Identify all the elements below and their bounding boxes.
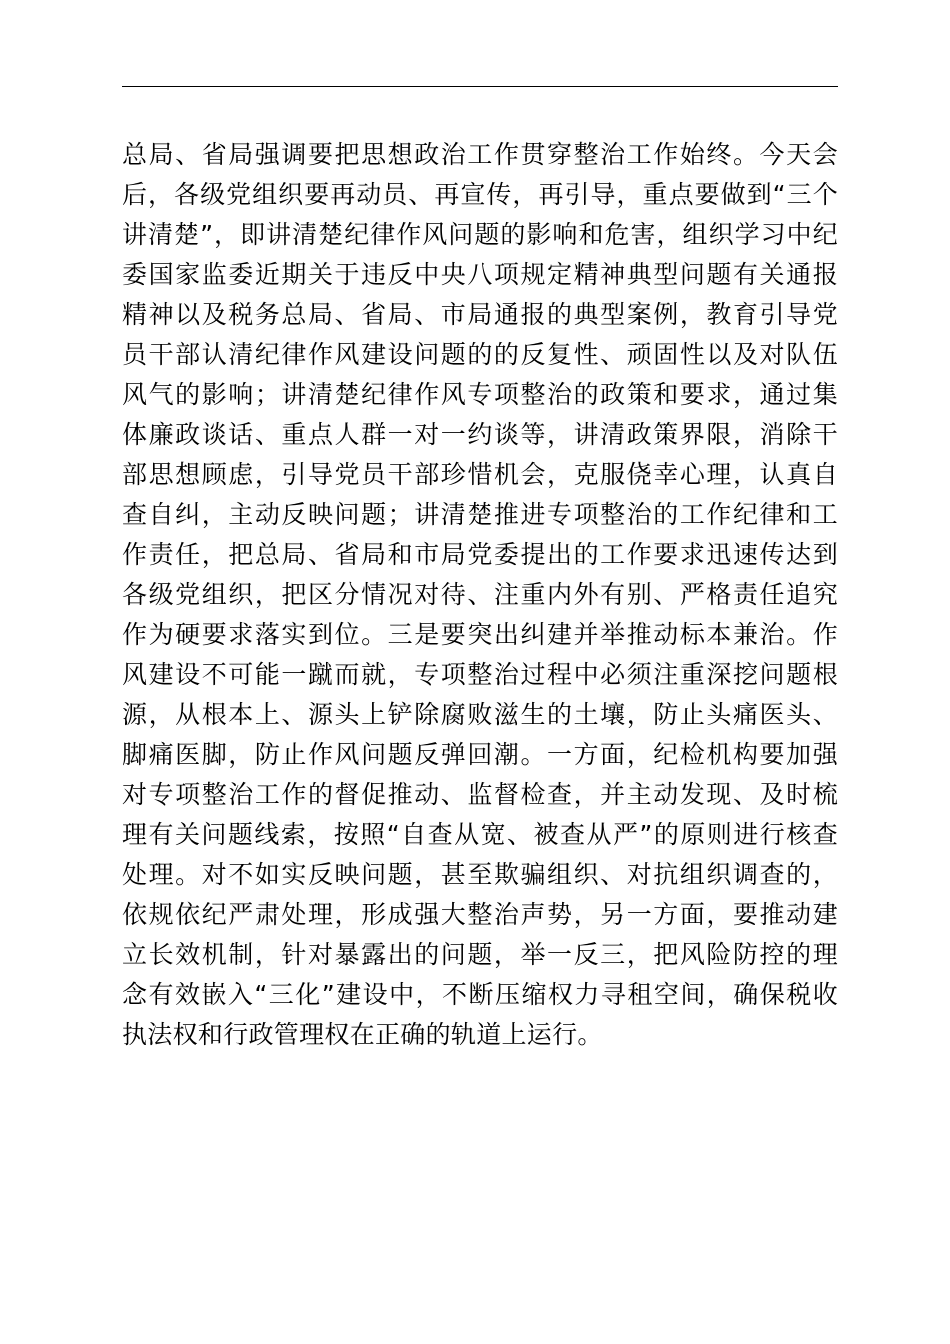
text-line: 讲清楚”，即讲清楚纪律作风问题的影响和危害，组织学习中纪 [122,220,838,249]
text-line: 员干部认清纪律作风建设问题的的反复性、顽固性以及对队伍 [122,340,838,369]
text-line: 委国家监委近期关于违反中央八项规定精神典型问题有关通报 [122,260,838,289]
text-line: 风气的影响；讲清楚纪律作风专项整治的政策和要求，通过集 [122,380,838,409]
text-line: 念有效嵌入“三化”建设中，不断压缩权力寻租空间，确保税收 [122,980,838,1009]
text-line: 各级党组织，把区分情况对待、注重内外有别、严格责任追究 [122,580,838,609]
text-line: 后，各级党组织要再动员、再宣传，再引导，重点要做到“三个 [122,180,838,209]
text-line: 执法权和行政管理权在正确的轨道上运行。 [122,1020,603,1049]
text-line: 精神以及税务总局、省局、市局通报的典型案例，教育引导党 [122,300,838,329]
text-line: 部思想顾虑，引导党员干部珍惜机会，克服侥幸心理，认真自 [122,460,838,489]
text-line: 处理。对不如实反映问题，甚至欺骗组织、对抗组织调查的， [122,860,838,889]
text-line: 脚痛医脚，防止作风问题反弹回潮。一方面，纪检机构要加强 [122,740,838,769]
text-line: 作为硬要求落实到位。三是要突出纠建并举推动标本兼治。作 [122,620,838,649]
text-line: 对专项整治工作的督促推动、监督检查，并主动发现、及时梳 [122,780,838,809]
text-line: 体廉政谈话、重点人群一对一约谈等，讲清政策界限，消除干 [122,420,838,449]
text-line: 查自纠，主动反映问题；讲清楚推进专项整治的工作纪律和工 [122,500,838,529]
text-line: 源，从根本上、源头上铲除腐败滋生的土壤，防止头痛医头、 [122,700,838,729]
text-line: 总局、省局强调要把思想政治工作贯穿整治工作始终。今天会 [122,140,838,169]
text-line: 依规依纪严肃处理，形成强大整治声势，另一方面，要推动建 [122,900,838,929]
header-rule [122,86,838,87]
text-line: 风建设不可能一蹴而就，专项整治过程中必须注重深挖问题根 [122,660,838,689]
text-line: 作责任，把总局、省局和市局党委提出的工作要求迅速传达到 [122,540,838,569]
body-paragraph [122,135,838,1055]
text-line: 立长效机制，针对暴露出的问题，举一反三，把风险防控的理 [122,940,838,969]
text-line: 理有关问题线索，按照“自查从宽、被查从严”的原则进行核查 [122,820,838,849]
